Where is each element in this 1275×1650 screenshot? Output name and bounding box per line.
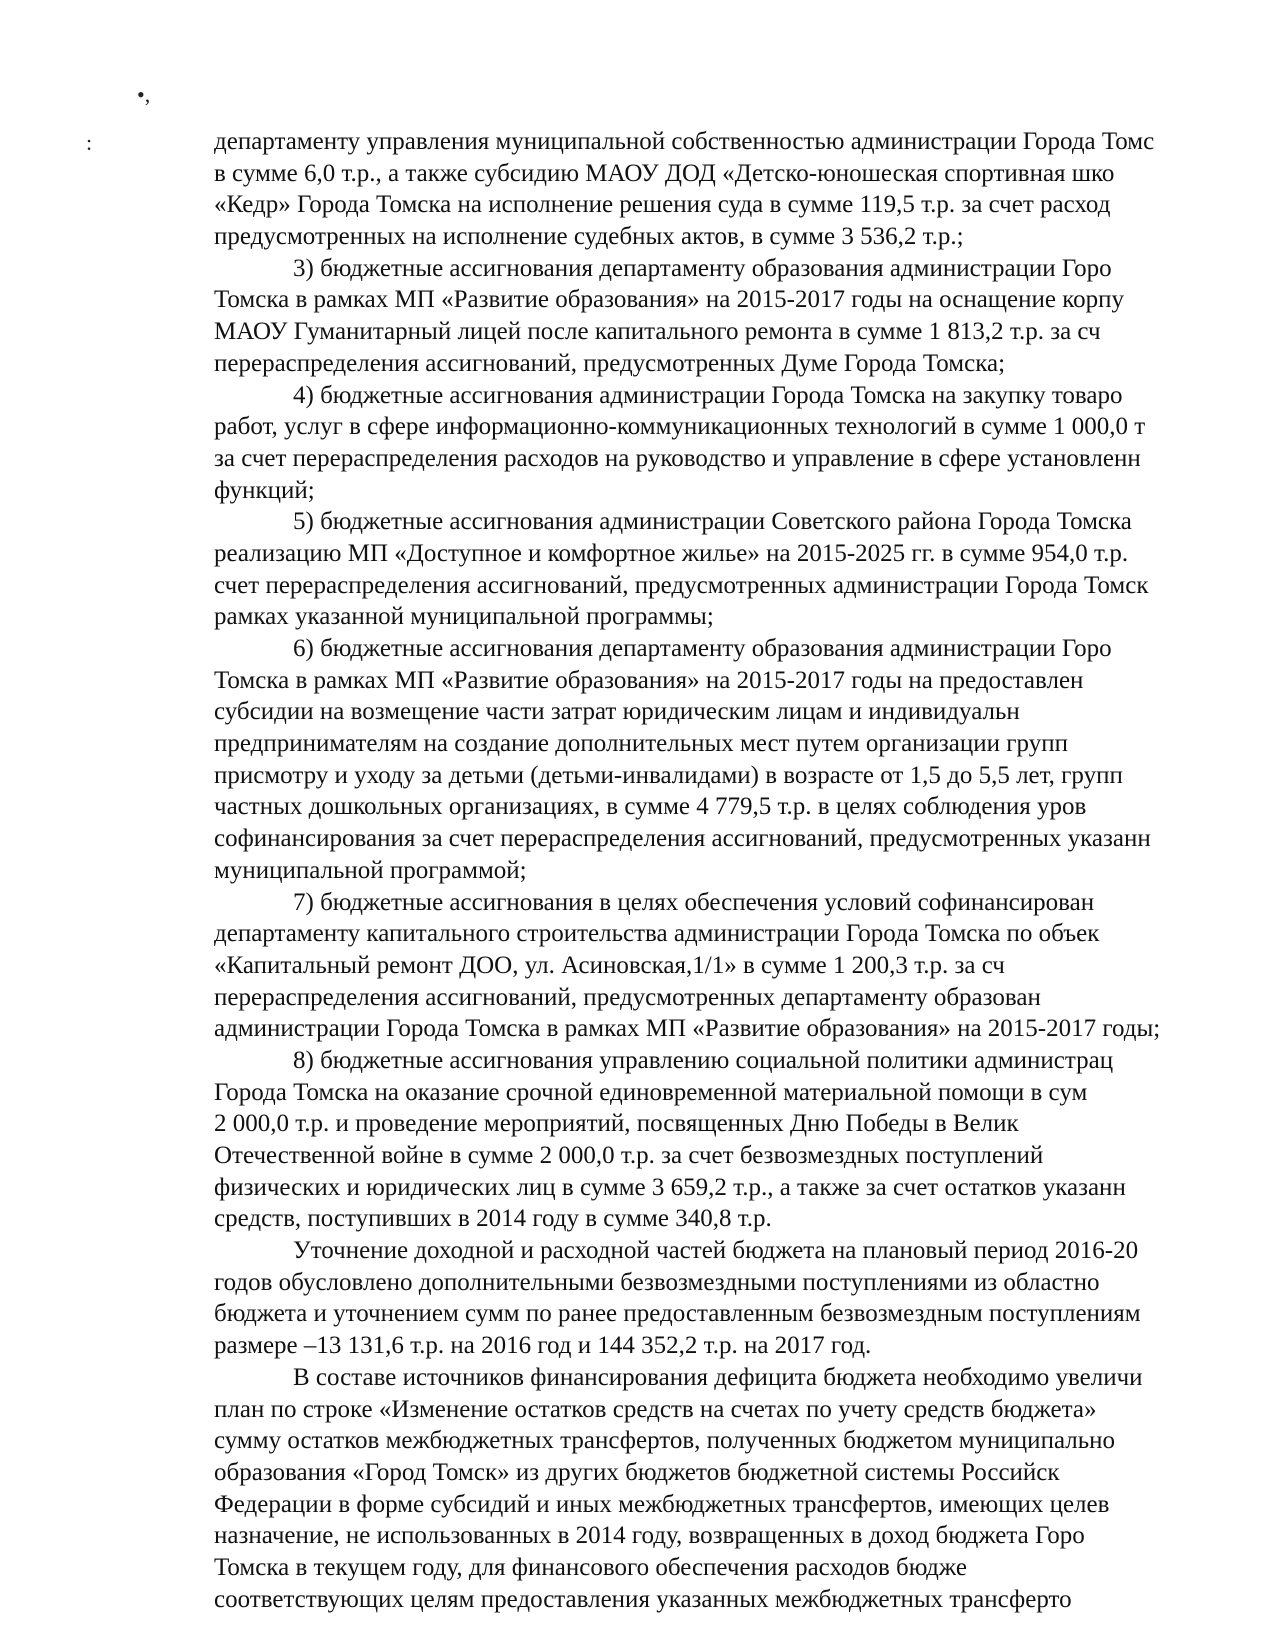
text-line: средств, поступивших в 2014 году в сумме 340,8 т.р. [214, 1205, 772, 1233]
text-line: в сумме 6,0 т.р., а также субсидию МАОУ ДОД «Детско-юношеская спортивная шко [214, 159, 1115, 187]
text-line: Города Томска на оказание срочной единовременной материальной помощи в сум [214, 1078, 1088, 1106]
text-line: софинансирования за счет перераспределения ассигнований, предусмотренных указанн [214, 825, 1151, 853]
text-line: план по строке «Изменение остатков средств на счетах по учету средств бюджета» [214, 1395, 1097, 1423]
text-line: «Капитальный ремонт ДОО, ул. Асиновская,1/1» в сумме 1 200,3 т.р. за сч [214, 951, 1005, 979]
paragraph-first-line: В составе источников финансирования дефицита бюджета необходимо увеличи [293, 1363, 1143, 1391]
text-line: размере –13 131,6 т.р. на 2016 год и 144 352,2 т.р. на 2017 год. [214, 1332, 872, 1360]
document-body [214, 126, 1275, 1615]
text-line: рамках указанной муниципальной программы; [214, 603, 714, 631]
text-line: Томска в рамках МП «Развитие образования» на 2015-2017 годы на оснащение корпу [214, 286, 1124, 314]
text-line: администрации Города Томска в рамках МП «Развитие образования» на 2015-2017 годы; [214, 1015, 1161, 1043]
text-line: работ, услуг в сфере информационно-коммуникационных технологий в сумме 1 000,0 т [214, 413, 1146, 441]
text-line: перераспределения ассигнований, предусмотренных департаменту образован [214, 983, 1041, 1011]
scan-mark-dots: •, [137, 82, 151, 107]
text-line: соответствующих целям предоставления указанных межбюджетных трансферто [214, 1585, 1072, 1613]
text-line: назначение, не использованных в 2014 году, возвращенных в доход бюджета Горо [214, 1522, 1085, 1550]
text-line: бюджета и уточнением сумм по ранее предоставленным безвозмездным поступлениям [214, 1300, 1141, 1328]
paragraph-first-line: 5) бюджетные ассигнования администрации Советского района Города Томска [293, 508, 1132, 536]
paragraph-first-line: 6) бюджетные ассигнования департаменту образования администрации Горо [293, 635, 1112, 662]
paragraph-first-line: 8) бюджетные ассигнования управлению социальной политики администрац [293, 1046, 1114, 1074]
paragraph-first-line: Уточнение доходной и расходной частей бюджета на плановый период 2016-20 [293, 1237, 1139, 1265]
text-line: Отечественной войне в сумме 2 000,0 т.р. за счет безвозмездных поступлений [214, 1142, 1044, 1169]
text-line: функций; [214, 476, 315, 504]
text-line: за счет перераспределения расходов на руководство и управление в сфере установленн [214, 444, 1141, 472]
paragraph-first-line: 7) бюджетные ассигнования в целях обеспечения условий софинансирован [293, 888, 1095, 916]
paragraph-first-line: 3) бюджетные ассигнования департаменту образования администрации Горо [293, 254, 1112, 282]
text-line: сумму остатков межбюджетных трансфертов, полученных бюджетом муниципально [214, 1427, 1116, 1455]
text-line: Федерации в форме субсидий и иных межбюджетных трансфертов, имеющих целев [214, 1490, 1110, 1518]
text-line: перераспределения ассигнований, предусмотренных Думе Города Томска; [214, 349, 1006, 377]
text-line: счет перераспределения ассигнований, предусмотренных администрации Города Томск [214, 571, 1149, 599]
text-line: «Кедр» Города Томска на исполнение решения суда в сумме 119,5 т.р. за счет расход [214, 191, 1111, 219]
text-line: образования «Город Томск» из других бюджетов бюджетной системы Российск [214, 1458, 1060, 1486]
text-line: Томска в рамках МП «Развитие образования» на 2015-2017 годы на предоставлен [214, 666, 1084, 694]
text-line: годов обусловлено дополнительными безвозмездными поступлениями из областно [214, 1268, 1100, 1296]
text-line: департаменту управления муниципальной собственностью администрации Города Томс [214, 128, 1155, 155]
text-line: присмотру и уходу за детьми (детьми-инвалидами) в возрасте от 1,5 до 5,5 лет, групп [214, 761, 1123, 789]
scan-mark-colon: : [86, 130, 93, 155]
text-line: частных дошкольных организациях, в сумме 4 779,5 т.р. в целях соблюдения уров [214, 793, 1087, 821]
text-line: МАОУ Гуманитарный лицей после капитального ремонта в сумме 1 813,2 т.р. за сч [214, 318, 1101, 346]
text-line: физических и юридических лиц в сумме 3 659,2 т.р., а также за счет остатков указанн [214, 1173, 1126, 1201]
text-line: субсидии на возмещение части затрат юридическим лицам и индивидуальн [214, 698, 1020, 726]
text-line: предпринимателям на создание дополнительных мест путем организации групп [214, 730, 1068, 758]
text-line: Томска в текущем году, для финансового обеспечения расходов бюдже [214, 1553, 967, 1581]
text-line: 2 000,0 т.р. и проведение мероприятий, посвященных Дню Победы в Велик [214, 1110, 1019, 1138]
text-line: департаменту капитального строительства администрации Города Томска по объек [214, 920, 1100, 948]
text-line: реализацию МП «Доступное и комфортное жилье» на 2015-2025 гг. в сумме 954,0 т.р. [214, 539, 1129, 567]
text-line: предусмотренных на исполнение судебных актов, в сумме 3 536,2 т.р.; [214, 223, 964, 251]
paragraph-first-line: 4) бюджетные ассигнования администрации Города Томска на закупку товаро [293, 381, 1123, 409]
text-line: муниципальной программой; [214, 856, 527, 884]
